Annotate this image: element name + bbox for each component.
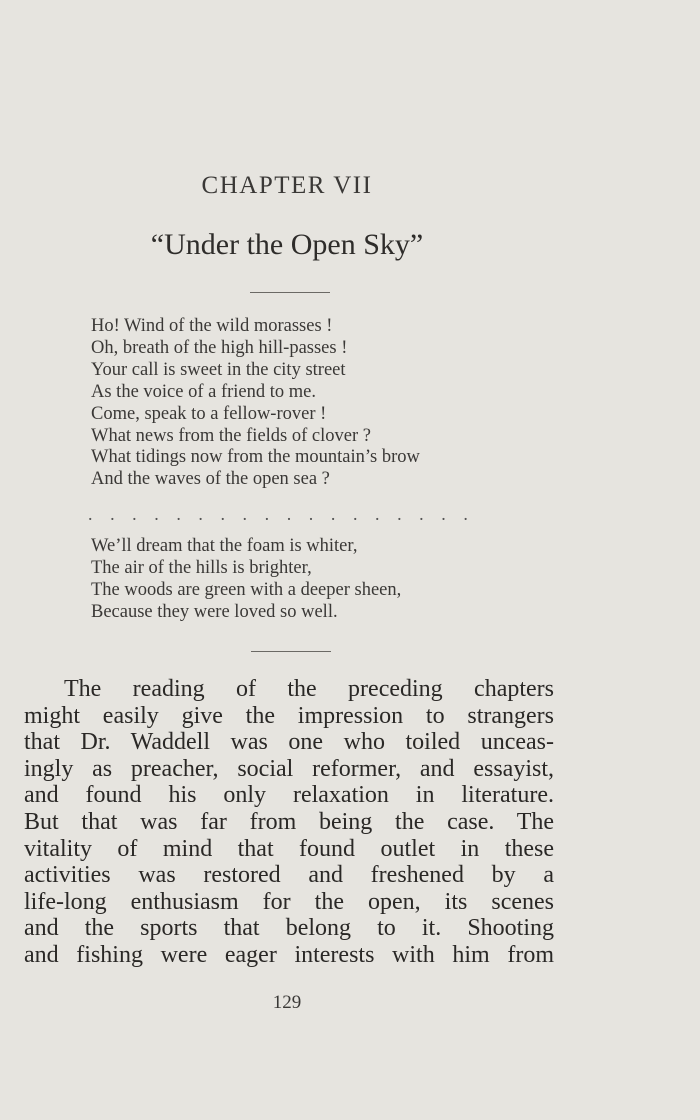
ellipsis-dot: . <box>198 504 203 524</box>
ellipsis-dot: . <box>419 504 424 524</box>
ellipsis-dot: . <box>308 504 314 524</box>
paragraph-line: might easily give the impression to strangers <box>24 702 554 729</box>
verse-line: Come, speak to a fellow-rover ! <box>91 403 327 424</box>
divider-rule-bottom <box>251 651 331 652</box>
ellipsis-dot: . <box>330 504 336 524</box>
chapter-number: CHAPTER VII <box>201 172 373 199</box>
verse-line: As the voice of a friend to me. <box>91 381 317 402</box>
verse-line: The air of the hills is brighter, <box>91 557 312 578</box>
page-number: 129 <box>272 992 302 1013</box>
ellipsis-dot: . <box>176 504 181 524</box>
verse-line: And the waves of the open sea ? <box>91 469 330 490</box>
ellipsis-dot: . <box>110 504 115 524</box>
verse-stanza-1 <box>91 316 521 491</box>
ellipsis-dot: . <box>220 504 225 524</box>
verse-stanza-2 <box>91 536 521 624</box>
ellipsis-dot: . <box>154 504 159 524</box>
paragraph-line: that Dr. Waddell was one who toiled unceas- <box>24 729 554 756</box>
ellipsis-dot: . <box>375 504 380 524</box>
ellipsis-dot: . <box>441 504 446 524</box>
chapter-title: “Under the Open Sky” <box>150 228 424 261</box>
verse-line: What news from the fields of clover ? <box>91 425 371 446</box>
paragraph-line: activities was restored and freshened by a <box>24 862 554 889</box>
paragraph-line: and fishing were eager interests with him from <box>24 941 554 968</box>
ellipsis-dot: . <box>242 504 248 524</box>
ellipsis-dot: . <box>397 504 402 524</box>
verse-ellipsis <box>88 504 468 525</box>
paragraph-line: The reading of the preceding chapters <box>64 676 554 702</box>
ellipsis-dot: . <box>132 504 137 524</box>
verse-line: The woods are green with a deeper sheen, <box>91 579 402 600</box>
ellipsis-dot: . <box>264 504 270 524</box>
body-paragraph <box>24 676 554 969</box>
verse-line: Your call is sweet in the city street <box>91 359 346 380</box>
paragraph-line: life-long enthusiasm for the open, its scenes <box>24 888 554 915</box>
ellipsis-dot: . <box>463 504 468 524</box>
ellipsis-dot: . <box>88 504 93 524</box>
verse-line: Because they were loved so well. <box>91 601 338 622</box>
paragraph-line: ingly as preacher, social reformer, and essayist, <box>24 755 554 782</box>
verse-line: We’ll dream that the foam is whiter, <box>91 536 358 556</box>
ellipsis-dot: . <box>352 504 358 524</box>
divider-rule-top <box>250 292 330 293</box>
verse-line: Oh, breath of the high hill-passes ! <box>91 337 348 358</box>
paragraph-line: and found his only relaxation in literature. <box>24 782 554 809</box>
paragraph-line: vitality of mind that found outlet in these <box>24 835 554 862</box>
paragraph-line: But that was far from being the case. The <box>24 808 554 835</box>
paragraph-line: and the sports that belong to it. Shooting <box>24 915 554 942</box>
verse-line: Ho! Wind of the wild morasses ! <box>91 316 333 336</box>
ellipsis-dot: . <box>286 504 292 524</box>
verse-line: What tidings now from the mountain’s brow <box>91 447 420 468</box>
